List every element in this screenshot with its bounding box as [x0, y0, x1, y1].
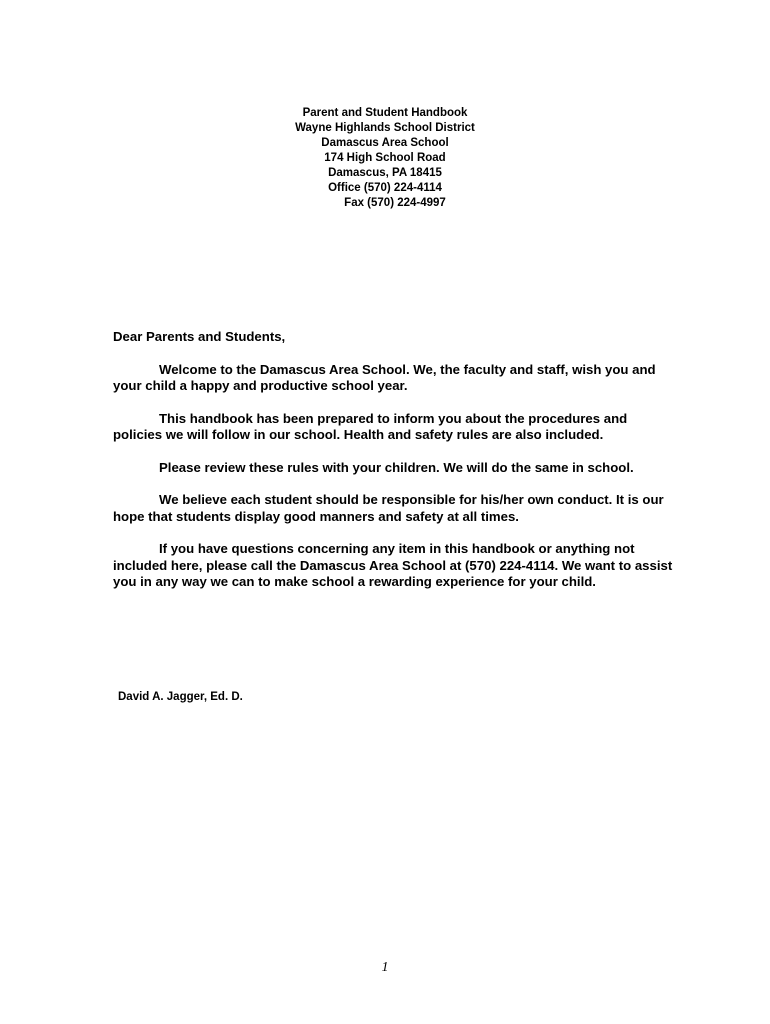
paragraph-welcome: Welcome to the Damascus Area School. We, the faculty and staff, wish you and your child a happy and productive school year.	[113, 361, 656, 393]
handbook-title: Parent and Student Handbook	[302, 107, 468, 119]
paragraph-review-rules: Please review these rules with your children. We will do the same in school.	[159, 459, 634, 475]
street-address: 174 High School Road	[324, 152, 446, 164]
page-number: 1	[381, 960, 389, 975]
document-header	[0, 106, 770, 211]
salutation: Dear Parents and Students,	[113, 329, 286, 344]
district-name: Wayne Highlands School District	[295, 122, 475, 134]
office-phone: Office (570) 224-4114	[328, 182, 442, 194]
signature: David A. Jagger, Ed. D.	[118, 691, 243, 703]
paragraph-conduct: We believe each student should be responsible for his/her own conduct. It is our hope that students display good manners and safety at all times.	[113, 492, 664, 524]
city-state-zip: Damascus, PA 18415	[328, 167, 442, 179]
school-name: Damascus Area School	[321, 137, 449, 149]
paragraph-questions: If you have questions concerning any item in this handbook or anything not included here, please call the Damascus Area School at (570) 224-4114. We want to assist you in any way we can to make school a rewarding experience for your child.	[113, 541, 673, 589]
fax-number: Fax (570) 224-4997	[344, 197, 446, 209]
paragraph-handbook-purpose: This handbook has been prepared to inform you about the procedures and policies we will follow in our school. Health and safety rules are also included.	[113, 410, 628, 442]
letter-body	[113, 329, 673, 607]
